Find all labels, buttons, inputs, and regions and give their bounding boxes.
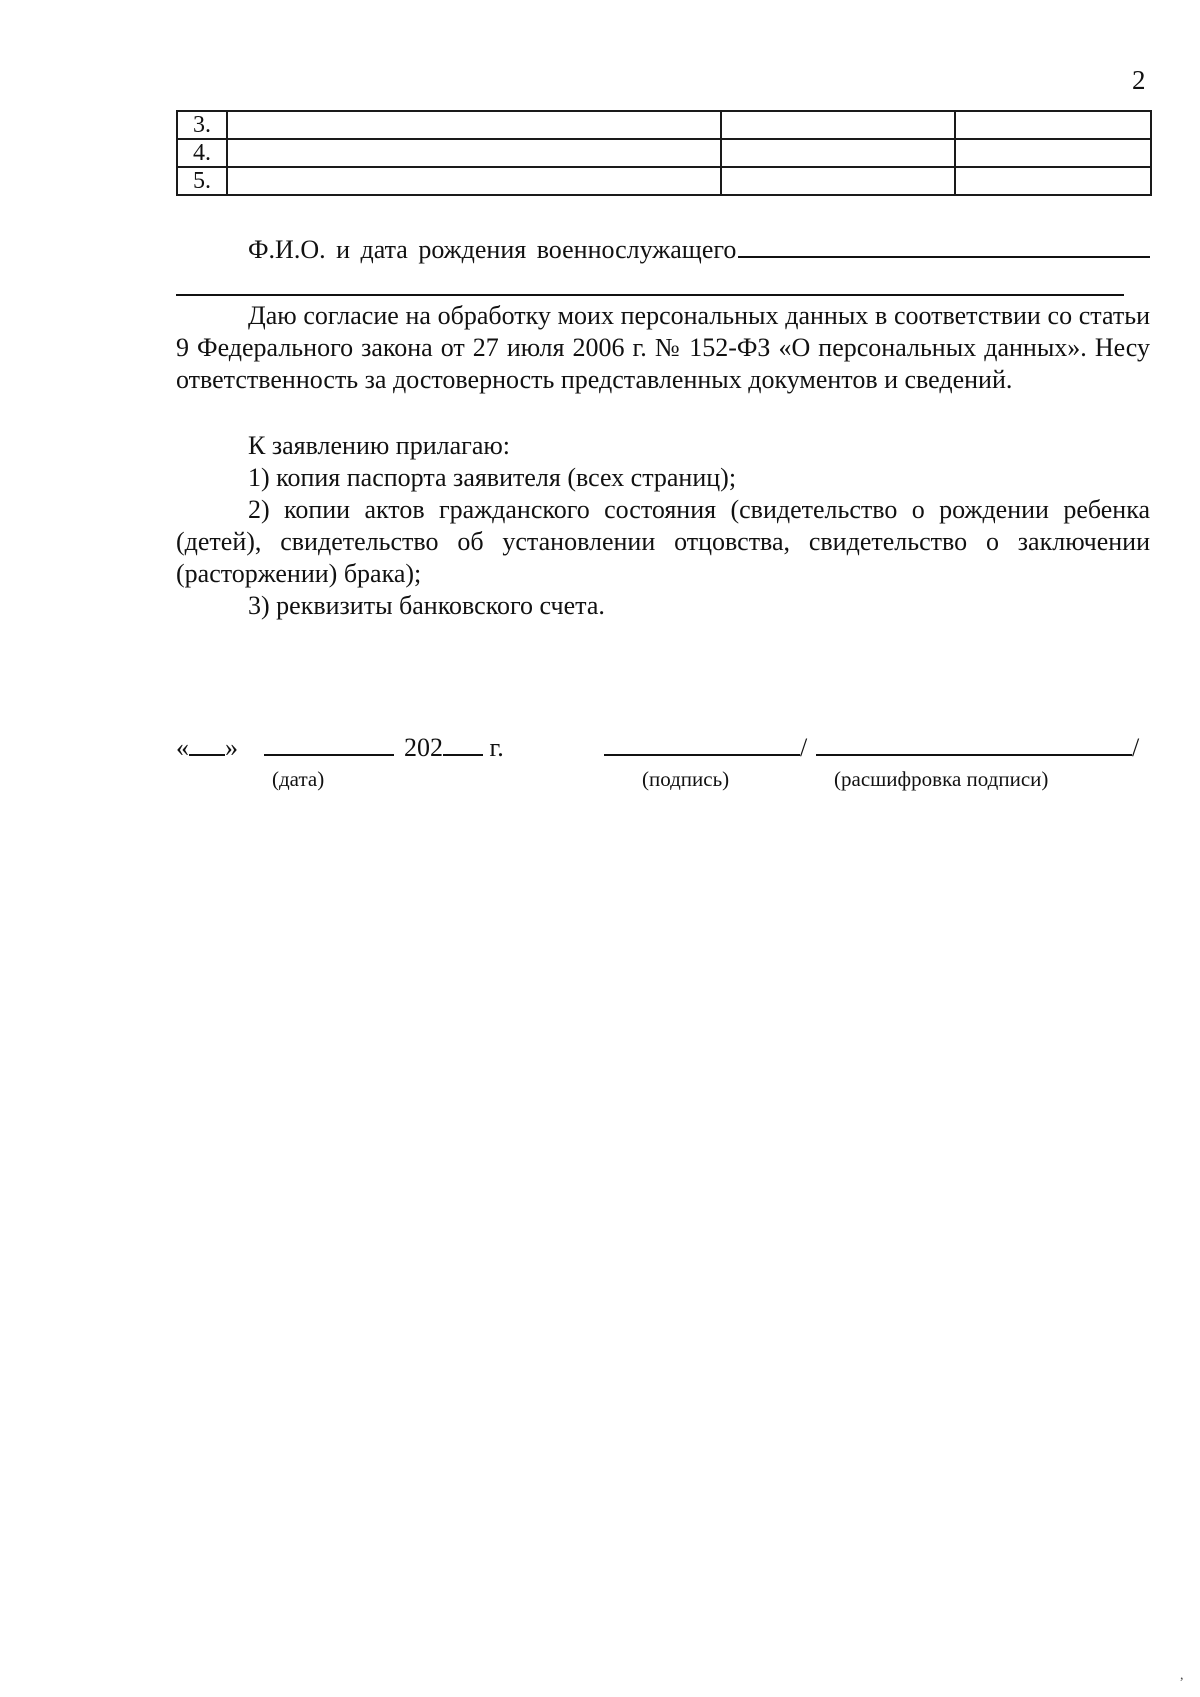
row-number: 3. [177,111,227,139]
attachment-item: 1) копия паспорта заявителя (всех страниц); [248,463,737,492]
table-cell [227,111,721,139]
children-table [176,110,1152,196]
fio-continuation-line [176,294,1124,296]
table-row [177,167,1151,195]
attachments-block [176,430,1150,622]
table-cell [721,167,955,195]
consent-paragraph: Даю согласие на обработку моих персональных данных в соответствии со статьи 9 Федерального закона от 27 июля 2006 г. № 152-ФЗ «О персональных данных». Несу ответственность за достоверность представленных документов и сведений. [176,301,1150,394]
year-blank [443,730,483,756]
date-month-field [264,730,394,764]
day-blank [189,730,225,756]
date-year-field [404,730,504,764]
fio-blank-line [738,232,1150,258]
date-caption: (дата) [272,767,325,791]
attachment-item: 3) реквизиты банковского счета. [248,591,605,620]
signature-caption: (подпись) [642,767,730,791]
signature-blank [604,730,800,756]
slash-separator: / [800,733,808,762]
year-suffix: г. [489,733,504,762]
table-cell [227,167,721,195]
table-cell [955,167,1151,195]
page-number: 2 [1132,65,1146,95]
row-number: 4. [177,139,227,167]
table-row [177,111,1151,139]
table-cell [955,111,1151,139]
signature-row [176,730,1150,800]
consent-block [176,300,1150,396]
attachment-item: 2) копии актов гражданского состояния (свидетельство о рождении ребенка (детей), свидетельство об установлении отцовства, свидетельство о заключении (расторжении) брака); [176,495,1150,588]
table-cell [721,111,955,139]
table-row [177,139,1151,167]
table-cell [955,139,1151,167]
date-day-field [176,730,238,764]
quote-open: « [176,733,189,762]
decoding-caption: (расшифровка подписи) [834,767,1049,791]
decoding-field [816,730,1139,764]
row-number: 5. [177,167,227,195]
year-prefix: 202 [404,733,443,762]
attachments-intro: К заявлению прилагаю: [248,431,511,460]
fio-label: Ф.И.О. и дата рождения военнослужащего [248,235,737,264]
fio-field-row [248,232,1150,267]
signature-field [604,730,807,764]
slash-separator: / [1132,733,1140,762]
table-cell [227,139,721,167]
month-blank [264,730,394,756]
decoding-blank [816,730,1132,756]
scan-mark: , [1180,1668,1184,1683]
quote-close: » [225,733,238,762]
table-cell [721,139,955,167]
